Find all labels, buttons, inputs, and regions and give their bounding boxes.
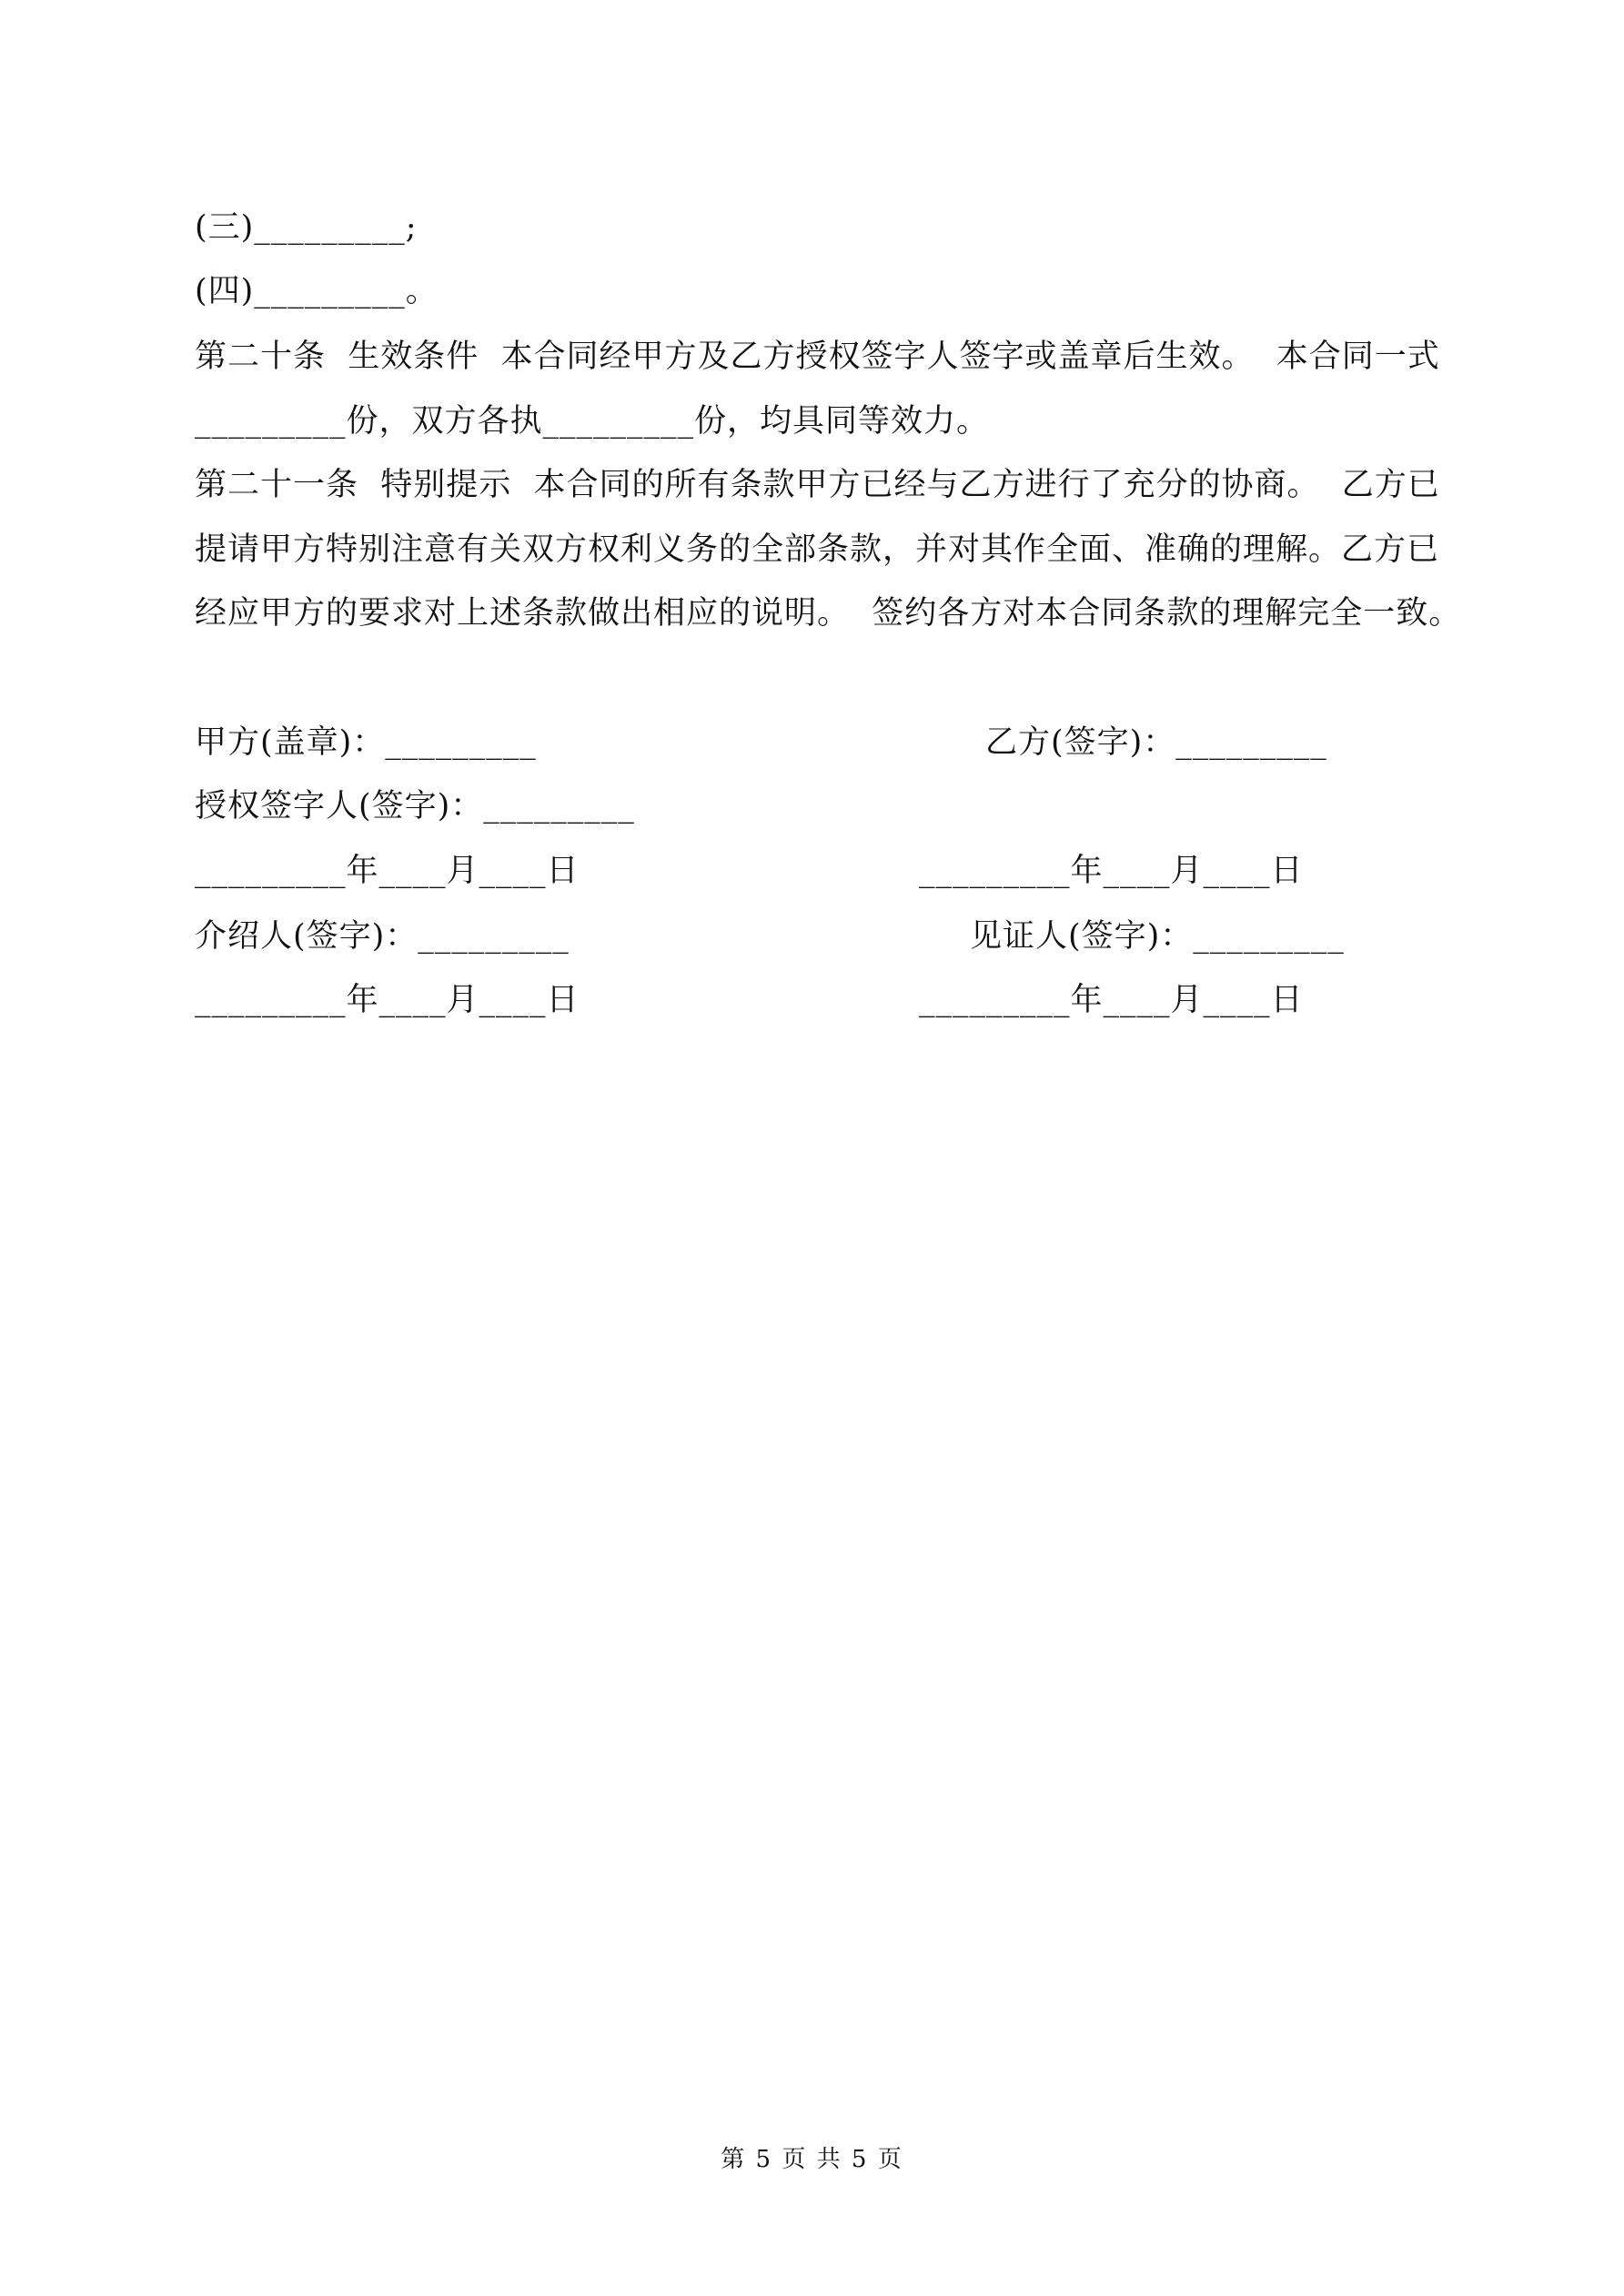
article-20-line-1: 第二十条 生效条件 本合同经甲方及乙方授权签字人签字或盖章后生效。 本合同一式	[195, 339, 1440, 375]
introducer-signature: 介绍人(签字)：_________	[195, 918, 570, 955]
article-21-line-2: 提请甲方特别注意有关双方权利义务的全部条款，并对其作全面、准确的理解。乙方已	[195, 531, 1440, 568]
article-21-line-3: 经应甲方的要求对上述条款做出相应的说明。 签约各方对本合同条款的理解完全一致。	[195, 595, 1462, 632]
witness-signature: 见证人(签字)：_________	[970, 918, 1345, 955]
article-21-line-1: 第二十一条 特别提示 本合同的所有条款甲方已经与乙方进行了充分的协商。 乙方已	[195, 467, 1440, 503]
authorized-signatory: 授权签字人(签字)：_________	[195, 788, 635, 824]
item-three: (三)_________;	[195, 209, 418, 246]
date-left-2: _________年____月____日	[195, 982, 580, 1018]
party-b-signature: 乙方(签字)：_________	[985, 724, 1327, 761]
date-right-1: _________年____月____日	[919, 853, 1304, 889]
article-20-line-2: _________份，双方各执_________份，均具同等效力。	[195, 403, 990, 440]
party-a-seal: 甲方(盖章)：_________	[195, 724, 537, 761]
item-four: (四)_________。	[195, 273, 439, 309]
page-number: 第 5 页 共 5 页	[721, 2146, 903, 2173]
date-right-2: _________年____月____日	[919, 982, 1304, 1018]
date-left-1: _________年____月____日	[195, 853, 580, 889]
